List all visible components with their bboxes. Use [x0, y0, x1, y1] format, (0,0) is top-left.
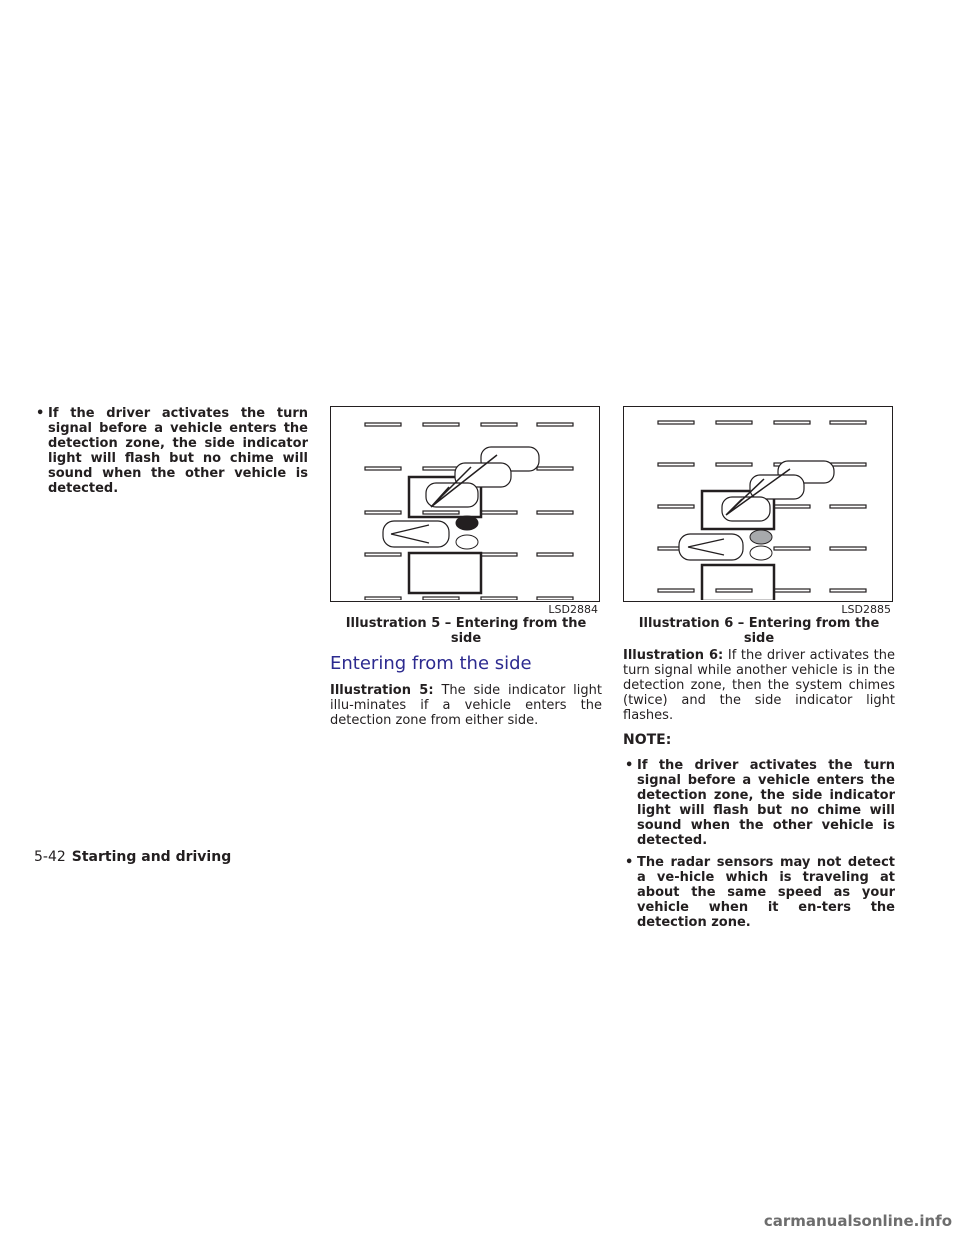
right-column [623, 406, 895, 937]
illustration-5-paragraph [330, 683, 602, 728]
illustration-5-drawing [331, 407, 598, 600]
figure-caption: Illustration 5 – Entering from the side [345, 616, 587, 646]
left-column [34, 406, 308, 503]
note-item: • If the driver activates the turn signal before a vehicle enters the detection zone, the side indicator light will flash but no chime will sound when the other vehicle is detected. [623, 758, 895, 848]
illustration-5 [330, 406, 600, 616]
illustration-6-drawing [624, 407, 891, 600]
lane-markings [365, 423, 573, 600]
paragraph-text: If the driver activates the turn signal while another vehicle is in the detection zone, then the system chimes (twice) and the side indicator light flashes. [623, 648, 895, 723]
illustration-6-paragraph [623, 648, 895, 723]
page-number: 5-42 [34, 849, 66, 865]
section-heading: Entering from the side [330, 653, 532, 674]
paragraph-label: Illustration 6: [623, 648, 724, 663]
note-item: • The radar sensors may not detect a ve-hicle which is traveling at about the same speed as your vehicle when it en-ters the detection zone. [623, 855, 895, 930]
page-footer [34, 849, 231, 865]
paragraph-text: The side indicator light illu-minates if a vehicle enters the detection zone from either side. [330, 683, 602, 728]
figure-code: LSD2885 [841, 603, 891, 616]
watermark[interactable]: carmanualsonline.info [763, 1212, 952, 1230]
detection-zone-lower [702, 565, 774, 600]
note-title: NOTE: [623, 732, 672, 748]
detection-zone-lower [409, 553, 481, 593]
left-bullet-item: • If the driver activates the turn signal before a vehicle enters the detection zone, the side indicator light will flash but no chime will sound when the other vehicle is detected. [34, 406, 308, 496]
note-list [623, 758, 895, 930]
figure-code: LSD2884 [548, 603, 598, 616]
figure-caption: Illustration 6 – Entering from the side [638, 616, 880, 646]
illustration-6 [623, 406, 893, 616]
chapter-title: Starting and driving [71, 849, 232, 865]
middle-column [330, 406, 602, 738]
paragraph-label: Illustration 5: [330, 683, 434, 698]
indicator-light-flashing [750, 530, 772, 544]
indicator-light-off [456, 535, 478, 549]
indicator-light-lit [456, 516, 478, 530]
left-bullet-list [34, 406, 308, 496]
indicator-light-off [750, 546, 772, 560]
